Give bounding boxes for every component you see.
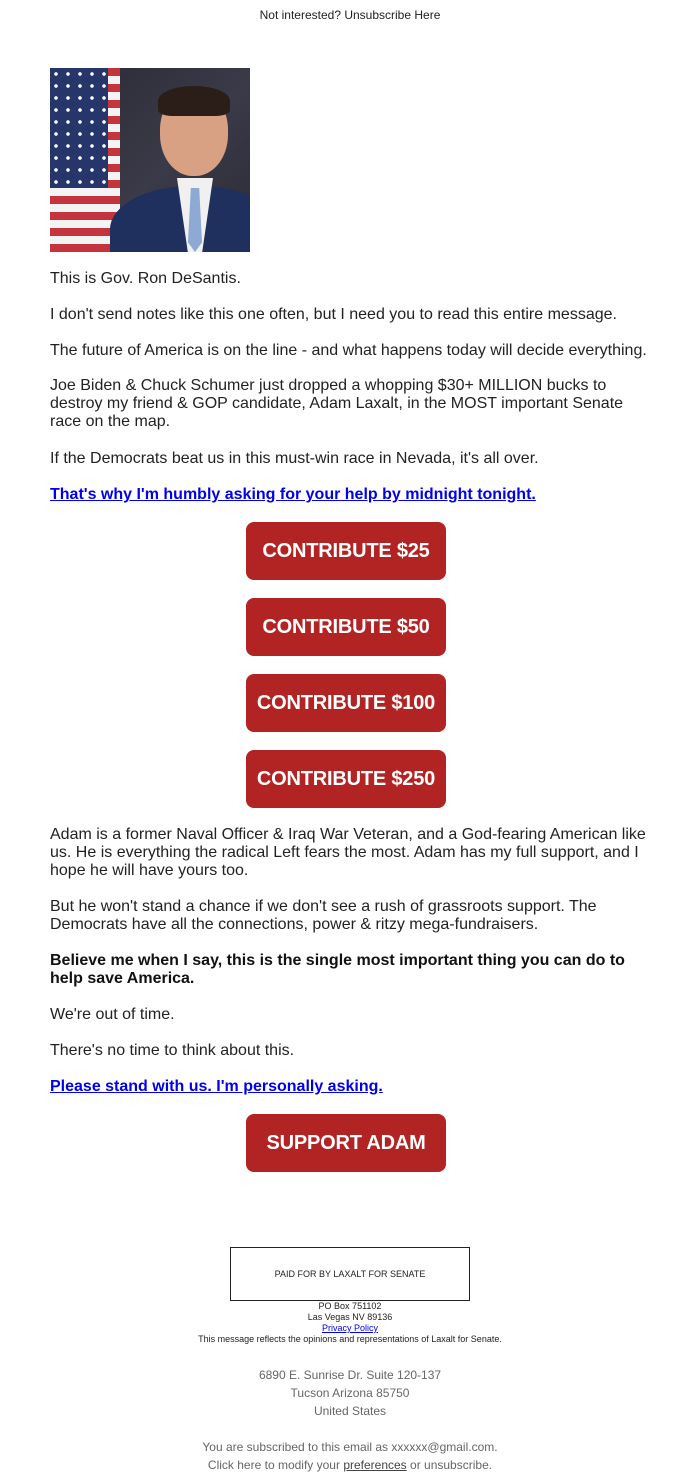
- unsubscribe-text[interactable]: or unsubscribe.: [410, 1458, 493, 1472]
- paragraph-biden-schumer: Joe Biden & Chuck Schumer just dropped a whopping $30+ MILLION bucks to destroy my friend & GOP candidate, Adam Laxalt, in the MOST important Senate race on the map.: [50, 377, 624, 430]
- privacy-policy-link[interactable]: Privacy Policy: [321, 1323, 378, 1333]
- help-link[interactable]: That's why I'm humbly asking for your help by midnight tonight.: [50, 486, 536, 503]
- opinions-text: This message reflects the opinions and representations of Laxalt for Senate.: [198, 1334, 502, 1344]
- contribute-250-button[interactable]: CONTRIBUTE $250: [246, 750, 446, 808]
- preferences-link[interactable]: preferences: [343, 1458, 407, 1472]
- paid-for-box: [230, 1247, 470, 1301]
- paragraph-grassroots: But he won't stand a chance if we don't see a rush of grassroots support. The Democrats have all the connections, power & ritzy mega-fundraisers.: [50, 898, 597, 933]
- contribute-25-button[interactable]: CONTRIBUTE $25: [246, 522, 446, 580]
- paragraph-adam-bio: Adam is a former Naval Officer & Iraq War Veteran, and a God-fearing American like us. He is everything the radical Left fears the most. Adam has my full support, and I hope he will have yours too.: [50, 826, 646, 879]
- paragraph-read-message: I don't send notes like this one often, but I need you to read this entire message.: [50, 306, 617, 323]
- paragraph-democrats: If the Democrats beat us in this must-win race in Nevada, it's all over.: [50, 450, 539, 467]
- address-line-2: Tucson Arizona 85750: [290, 1386, 410, 1400]
- privacy-policy-row: [0, 1323, 700, 1334]
- paragraph-future: The future of America is on the line - and what happens today will decide everything.: [50, 342, 647, 359]
- unsubscribe-link[interactable]: Not interested? Unsubscribe Here: [259, 8, 441, 22]
- contribute-50-button[interactable]: CONTRIBUTE $50: [246, 598, 446, 656]
- city-text: Las Vegas NV 89136: [307, 1312, 393, 1322]
- address-line-1: 6890 E. Sunrise Dr. Suite 120-137: [258, 1368, 442, 1382]
- address-line-3: United States: [313, 1404, 387, 1418]
- paragraph-believe-me: Believe me when I say, this is the single most important thing you can do to help save America.: [50, 952, 625, 987]
- modify-preferences-row: [0, 1456, 700, 1474]
- support-adam-button[interactable]: SUPPORT ADAM: [246, 1114, 446, 1172]
- subscribed-text: You are subscribed to this email as xxxxxx@gmail.com.: [202, 1440, 498, 1454]
- paragraph-out-of-time: We're out of time.: [50, 1006, 175, 1023]
- po-box-text: PO Box 751102: [318, 1301, 382, 1311]
- paid-for-text: PAID FOR BY LAXALT FOR SENATE: [274, 1269, 426, 1279]
- contribute-100-button[interactable]: CONTRIBUTE $100: [246, 674, 446, 732]
- paragraph-no-time: There's no time to think about this.: [50, 1042, 295, 1059]
- modify-prefix-text: Click here to modify your: [207, 1458, 340, 1472]
- stand-with-us-link[interactable]: Please stand with us. I'm personally asking.: [50, 1078, 383, 1095]
- paragraph-intro: This is Gov. Ron DeSantis.: [50, 270, 241, 287]
- candidate-photo: [50, 68, 250, 252]
